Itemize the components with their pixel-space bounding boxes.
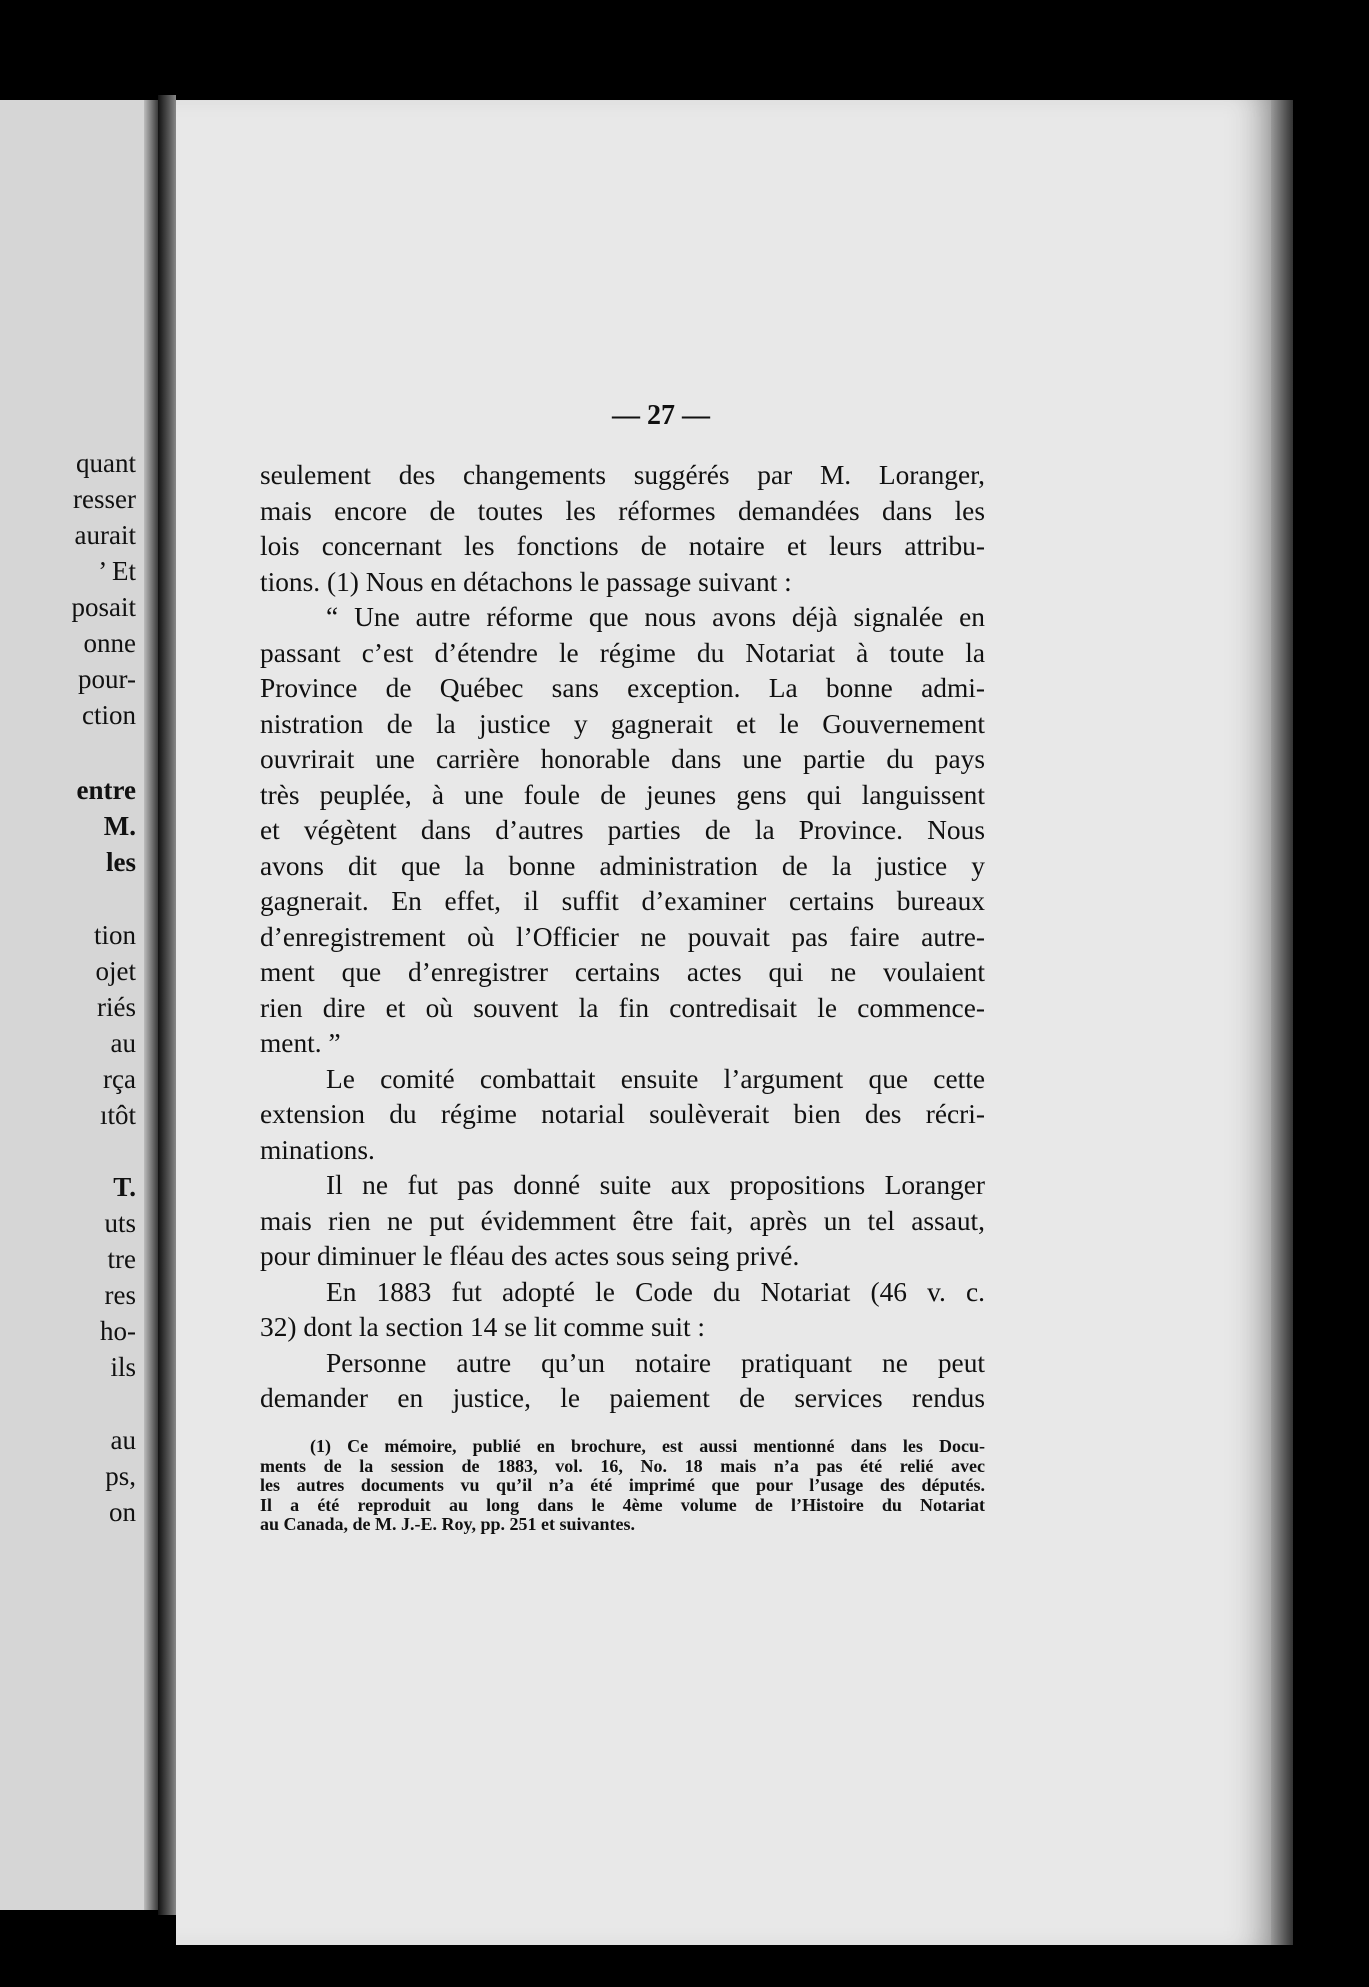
left-page-fragment: entre bbox=[76, 775, 136, 805]
footnote-line: au Canada, de M. J.-E. Roy, pp. 251 et suivantes. bbox=[260, 1514, 636, 1534]
body-line: passant c’est d’étendre le régime du Notariat à toute la bbox=[260, 637, 985, 668]
left-page-fragment: aurait bbox=[74, 520, 136, 550]
left-page-fragment: ıtôt bbox=[99, 1100, 136, 1130]
left-page-fragment: M. bbox=[103, 811, 136, 841]
body-line: lois concernant les fonctions de notaire et leurs attribu- bbox=[260, 531, 985, 561]
book-gutter bbox=[158, 95, 176, 1915]
left-page-fragment: res bbox=[104, 1280, 136, 1310]
body-line: avons dit que la bonne administration de la justice y bbox=[260, 850, 985, 881]
body-line: tions. (1) Nous en détachons le passage suivant : bbox=[260, 566, 792, 597]
left-page-fragment: resser bbox=[73, 484, 136, 514]
left-page-fragment: posait bbox=[71, 592, 136, 622]
left-page-fragment: ps, bbox=[105, 1461, 136, 1491]
body-line: “ Une autre réforme que nous avons déjà signalée en bbox=[326, 602, 985, 632]
left-page-fragment: au bbox=[110, 1028, 136, 1058]
left-page-fragment: tre bbox=[107, 1244, 136, 1274]
footnote-line: (1) Ce mémoire, publié en brochure, est aussi mentionné dans les Docu- bbox=[310, 1436, 985, 1456]
footnote bbox=[260, 1437, 985, 1535]
left-page-fragment: ’ Et bbox=[98, 556, 136, 586]
left-page-fragment: ojet bbox=[95, 956, 136, 986]
body-line: Province de Québec sans exception. La bonne admi- bbox=[260, 673, 985, 703]
left-page-fragment: les bbox=[106, 847, 136, 877]
left-page-fragment: quant bbox=[76, 448, 136, 478]
left-page-fragment: onne bbox=[83, 628, 136, 658]
footnote-line: ments de la session de 1883, vol. 16, No. 18 mais n’a pas été relié avec bbox=[260, 1455, 985, 1476]
left-page-fragment: riés bbox=[97, 992, 136, 1022]
body-line: 32) dont la section 14 se lit comme suit : bbox=[260, 1312, 706, 1342]
right-page-edge bbox=[1271, 100, 1293, 1945]
body-line: Le comité combattait ensuite l’argument que cette bbox=[326, 1063, 985, 1094]
body-text bbox=[260, 458, 985, 1417]
body-line: d’enregistrement où l’Officier ne pouvait pas faire autre- bbox=[260, 921, 985, 952]
body-line: Personne autre qu’un notaire pratiquant ne peut bbox=[326, 1347, 985, 1378]
body-line: rien dire et où souvent la fin contredisait le commence- bbox=[260, 992, 985, 1023]
left-page-fragment: uts bbox=[104, 1208, 136, 1238]
body-line: Il ne fut pas donné suite aux propositions Loranger bbox=[326, 1170, 985, 1200]
body-line: extension du régime notarial soulèverait bien des récri- bbox=[260, 1099, 985, 1129]
left-page-fragment: au bbox=[110, 1425, 136, 1455]
body-line: et végètent dans d’autres parties de la Province. Nous bbox=[260, 815, 985, 845]
body-line: nistration de la justice y gagnerait et le Gouvernement bbox=[260, 708, 985, 739]
body-line: très peuplée, à une foule de jeunes gens qui languissent bbox=[260, 779, 985, 810]
body-line: seulement des changements suggérés par M. Loranger, bbox=[260, 460, 985, 490]
left-page-fragment: ils bbox=[110, 1352, 136, 1382]
body-line: pour diminuer le fléau des actes sous seing privé. bbox=[260, 1241, 800, 1271]
body-line: En 1883 fut adopté le Code du Notariat (46 v. c. bbox=[326, 1276, 985, 1307]
main-page bbox=[176, 100, 1271, 1945]
left-page-fragment: rça bbox=[103, 1064, 136, 1094]
left-page-fragment: ction bbox=[82, 700, 136, 730]
body-line: ment. ” bbox=[260, 1028, 341, 1058]
body-line: gagnerait. En effet, il suffit d’examiner certains bureaux bbox=[260, 886, 985, 916]
body-line: demander en justice, le paiement de services rendus bbox=[260, 1383, 985, 1413]
footnote-line: Il a été reproduit au long dans le 4ème volume de l’Histoire du Notariat bbox=[260, 1494, 985, 1515]
footnote-line: les autres documents vu qu’il n’a été imprimé que pour l’usage des députés. bbox=[260, 1475, 985, 1495]
body-line: mais encore de toutes les réformes demandées dans les bbox=[260, 495, 985, 526]
left-page-fragment: on bbox=[109, 1497, 136, 1527]
left-page-fragment: pour- bbox=[78, 664, 136, 694]
body-line: ment que d’enregistrer certains actes qui ne voulaient bbox=[260, 957, 985, 987]
body-line: minations. bbox=[260, 1134, 375, 1165]
left-page-edge bbox=[144, 100, 158, 1910]
left-page-fragment: tion bbox=[93, 920, 136, 950]
left-page bbox=[0, 100, 158, 1910]
left-page-fragment: T. bbox=[113, 1172, 136, 1202]
body-line: ouvrirait une carrière honorable dans une partie du pays bbox=[260, 744, 985, 774]
body-line: mais rien ne put évidemment être fait, après un tel assaut, bbox=[260, 1205, 985, 1236]
page-number: — 27 — bbox=[612, 400, 710, 431]
left-page-fragment: ho- bbox=[100, 1316, 136, 1346]
